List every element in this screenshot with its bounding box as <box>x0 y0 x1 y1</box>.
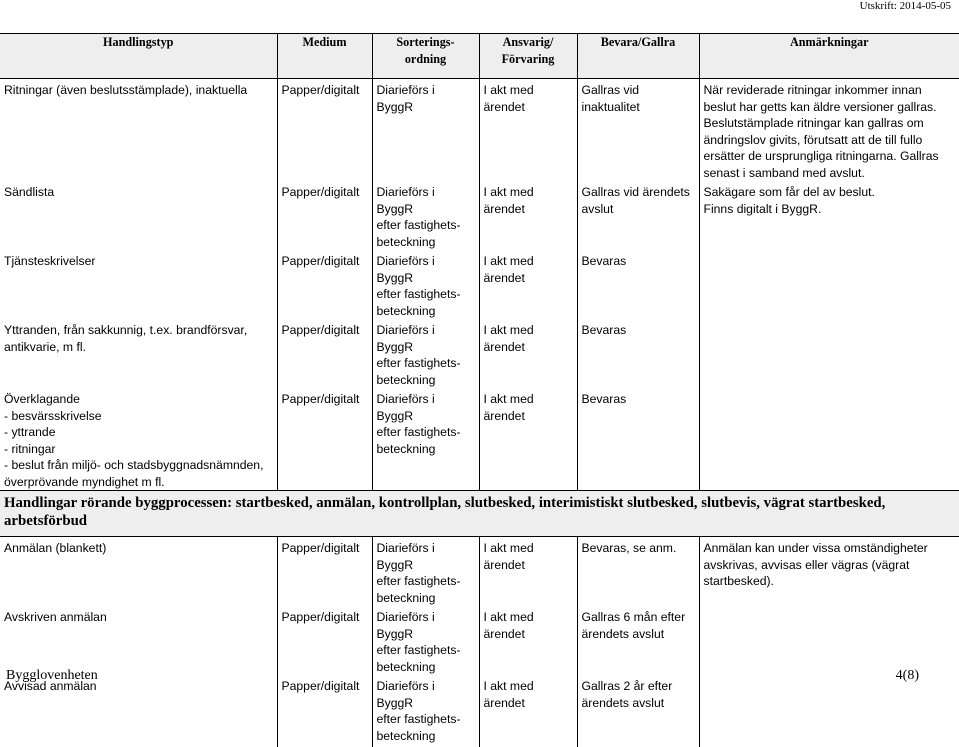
cell-ansvar: I akt med ärendet <box>479 675 577 747</box>
cell-ansvar: I akt med ärendet <box>479 250 577 319</box>
cell-typ: Yttranden, från sakkunnig, t.ex. brandförsvar, antikvarie, m fl. <box>4 323 248 354</box>
table-row <box>0 537 959 607</box>
cell-anm: Anmälan kan under vissa omständigheter avskrivas, avvisas eller vägras (vägrat startbesked). <box>699 537 959 607</box>
cell-sort: Diarieförs i ByggR efter fastighets- beteckning <box>372 319 479 388</box>
cell-bevara: Bevaras <box>577 250 699 319</box>
table-row <box>0 181 959 250</box>
cell-typ: Avskriven anmälan <box>4 610 107 624</box>
table-row <box>0 250 959 319</box>
cell-bevara: Bevaras <box>577 319 699 388</box>
cell-typ: Anmälan (blankett) <box>4 541 107 555</box>
table-row <box>0 79 959 182</box>
header-anmarkningar: Anmärkningar <box>699 34 959 79</box>
cell-bevara: Gallras vid ärendets avslut <box>577 181 699 250</box>
cell-medium: Papper/digitalt <box>277 675 372 747</box>
cell-ansvar: I akt med ärendet <box>479 606 577 675</box>
table-row <box>0 319 959 388</box>
cell-anm <box>699 250 959 319</box>
cell-bevara: Bevaras, se anm. <box>577 537 699 607</box>
cell-ansvar: I akt med ärendet <box>479 388 577 491</box>
cell-sort: Diarieförs i ByggR efter fastighets- beteckning <box>372 250 479 319</box>
cell-medium: Papper/digitalt <box>277 319 372 388</box>
cell-anm <box>699 388 959 491</box>
cell-sort: Diarieförs i ByggR efter fastighets- beteckning <box>372 537 479 607</box>
cell-anm <box>699 319 959 388</box>
cell-bevara: Gallras 2 år efter ärendets avslut <box>577 675 699 747</box>
section-title: Handlingar rörande byggprocessen: startbesked, anmälan, kontrollplan, slutbesked, interimistiskt slutbesked, slutbevis, vägrat startbesked, arbetsförbud <box>0 491 959 537</box>
cell-typ: Tjänsteskrivelser <box>4 254 96 268</box>
header-handlingstyp: Handlingstyp <box>0 34 277 79</box>
cell-ansvar: I akt med ärendet <box>479 181 577 250</box>
document-table <box>0 33 959 747</box>
cell-typ: Avvisad anmälan <box>4 679 97 693</box>
cell-bevara: Gallras 6 mån efter ärendets avslut <box>577 606 699 675</box>
cell-sort: Diarieförs i ByggR <box>372 79 479 182</box>
header-sorteringsordning: Sorterings- ordning <box>372 34 479 79</box>
cell-bevara: Bevaras <box>577 388 699 491</box>
cell-medium: Papper/digitalt <box>277 79 372 182</box>
cell-ansvar: I akt med ärendet <box>479 319 577 388</box>
header-row <box>0 34 959 79</box>
cell-typ: Ritningar (även beslutsstämplade), inaktuella <box>4 83 248 97</box>
footer-page-number: 4(8) <box>895 668 919 683</box>
cell-anm: När reviderade ritningar inkommer innan beslut har getts kan äldre versioner gallras. Beslutstämplade ritningar kan gallras om ändringslov givits, förutsatt att de till fullo ersätter de ursprungliga ritningarna. Gallras senast i samband med avslut. <box>699 79 959 182</box>
table-row <box>0 606 959 675</box>
cell-typ: Överklagande - besvärsskrivelse - yttrande - ritningar - beslut från miljö- och stadsbyggnadsnämnden, överprövande myndighet m fl. <box>4 392 264 489</box>
header-ansvarig: Ansvarig/ Förvaring <box>479 34 577 79</box>
cell-anm <box>699 606 959 675</box>
cell-typ: Sändlista <box>4 185 55 199</box>
cell-sort: Diarieförs i ByggR efter fastighets- beteckning <box>372 606 479 675</box>
cell-medium: Papper/digitalt <box>277 537 372 607</box>
print-date: Utskrift: 2014-05-05 <box>859 0 951 12</box>
cell-medium: Papper/digitalt <box>277 250 372 319</box>
header-bevara-gallra: Bevara/Gallra <box>577 34 699 79</box>
cell-sort: Diarieförs i ByggR efter fastighets- beteckning <box>372 675 479 747</box>
cell-anm: Sakägare som får del av beslut. Finns digitalt i ByggR. <box>699 181 959 250</box>
table-row <box>0 388 959 491</box>
cell-ansvar: I akt med ärendet <box>479 537 577 607</box>
cell-medium: Papper/digitalt <box>277 388 372 491</box>
cell-ansvar: I akt med ärendet <box>479 79 577 182</box>
footer-department: Bygglovenheten <box>6 668 98 683</box>
cell-sort: Diarieförs i ByggR efter fastighets- beteckning <box>372 181 479 250</box>
cell-medium: Papper/digitalt <box>277 606 372 675</box>
section-row <box>0 491 959 537</box>
cell-medium: Papper/digitalt <box>277 181 372 250</box>
header-medium: Medium <box>277 34 372 79</box>
cell-bevara: Gallras vid inaktualitet <box>577 79 699 182</box>
cell-sort: Diarieförs i ByggR efter fastighets- beteckning <box>372 388 479 491</box>
